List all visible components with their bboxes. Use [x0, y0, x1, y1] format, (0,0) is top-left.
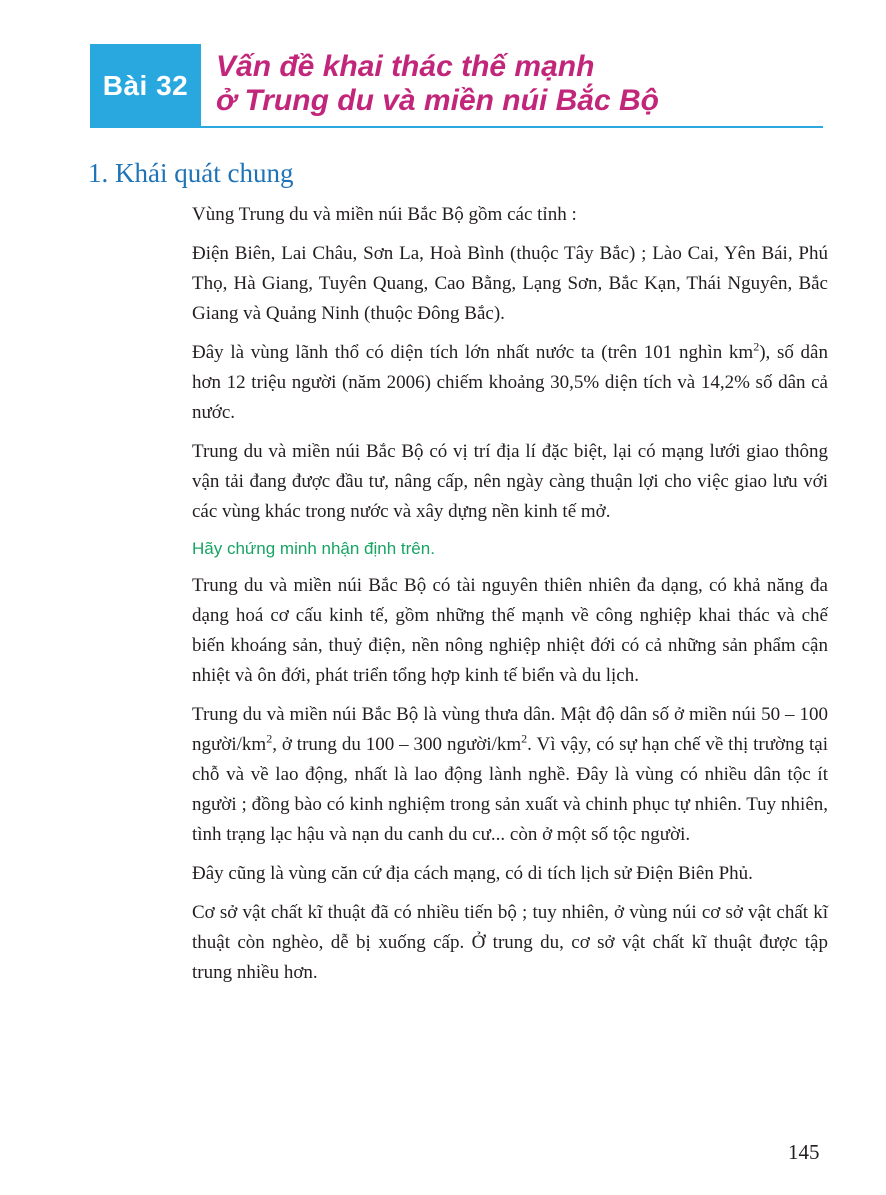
- exercise-prompt: Hãy chứng minh nhận định trên.: [192, 539, 435, 558]
- header-underline-divider: [201, 126, 823, 128]
- lesson-header: [90, 44, 823, 129]
- text-segment: ), số dân hơn 12 triệu người (năm 2006) chiếm khoảng 30,5% diện tích và 14,2% số dân cả nước.: [192, 342, 828, 423]
- text-segment: . Vì vậy, có sự hạn chế về thị trường tại chỗ và về lao động, nhất là lao động lành nghề. Đây là vùng có nhiều dân tộc ít người ; đồng bào có kinh nghiệm trong sản xuất và chinh phục tự nhiên. Tuy nhiên, tình trạng lạc hậu và nạn du canh du cư... còn ở một số tộc người.: [192, 734, 828, 845]
- page-number: 145: [788, 1140, 820, 1164]
- superscript: 2: [753, 339, 760, 354]
- text-segment: , ở trung du 100 – 300 người/km: [272, 734, 522, 755]
- paragraph-area-population: [192, 338, 828, 428]
- paragraph-provinces-intro: Vùng Trung du và miền núi Bắc Bộ gồm các tỉnh :: [192, 204, 577, 225]
- superscript: 2: [266, 731, 273, 746]
- text-segment: Đây là vùng lãnh thổ có diện tích lớn nhất nước ta (trên 101 nghìn km: [192, 342, 754, 363]
- text-segment: Trung du và miền núi Bắc Bộ là vùng thưa dân. Mật độ dân số ở miền núi 50 – 100 người/km: [192, 704, 828, 755]
- lesson-title-line-2: ở Trung du và miền núi Bắc Bộ: [216, 84, 659, 117]
- body-content: [192, 200, 828, 997]
- paragraph-location-transport: Trung du và miền núi Bắc Bộ có vị trí địa lí đặc biệt, lại có mạng lưới giao thông vận tải đang được đầu tư, nâng cấp, nên ngày càng thuận lợi cho việc giao lưu với các vùng khác trong nước và xây dựng nền kinh tế mở.: [192, 441, 828, 522]
- lesson-number-badge: Bài 32: [90, 44, 201, 128]
- paragraph-revolutionary-base: Đây cũng là vùng căn cứ địa cách mạng, có di tích lịch sử Điện Biên Phủ.: [192, 863, 753, 884]
- paragraph-natural-resources: Trung du và miền núi Bắc Bộ có tài nguyên thiên nhiên đa dạng, có khả năng đa dạng hoá cơ cấu kinh tế, gồm những thế mạnh về công nghiệp khai thác và chế biến khoáng sản, thuỷ điện, nền nông nghiệp nhiệt đới có cả những sản phẩm cận nhiệt và ôn đới, phát triển tổng hợp kinh tế biển và du lịch.: [192, 575, 828, 686]
- paragraph-population-density: [192, 700, 828, 850]
- section-heading: 1. Khái quát chung: [88, 158, 294, 188]
- paragraph-infrastructure: Cơ sở vật chất kĩ thuật đã có nhiều tiến bộ ; tuy nhiên, ở vùng núi cơ sở vật chất kĩ thuật còn nghèo, dễ bị xuống cấp. Ở trung du, cơ sở vật chất kĩ thuật được tập trung nhiều hơn.: [192, 902, 828, 983]
- lesson-title: [216, 50, 659, 118]
- superscript: 2: [521, 731, 528, 746]
- paragraph-provinces-list: Điện Biên, Lai Châu, Sơn La, Hoà Bình (thuộc Tây Bắc) ; Lào Cai, Yên Bái, Phú Thọ, Hà Giang, Tuyên Quang, Cao Bằng, Lạng Sơn, Bắc Kạn, Thái Nguyên, Bắc Giang và Quảng Ninh (thuộc Đông Bắc).: [192, 243, 828, 324]
- lesson-title-line-1: Vấn đề khai thác thế mạnh: [216, 50, 595, 83]
